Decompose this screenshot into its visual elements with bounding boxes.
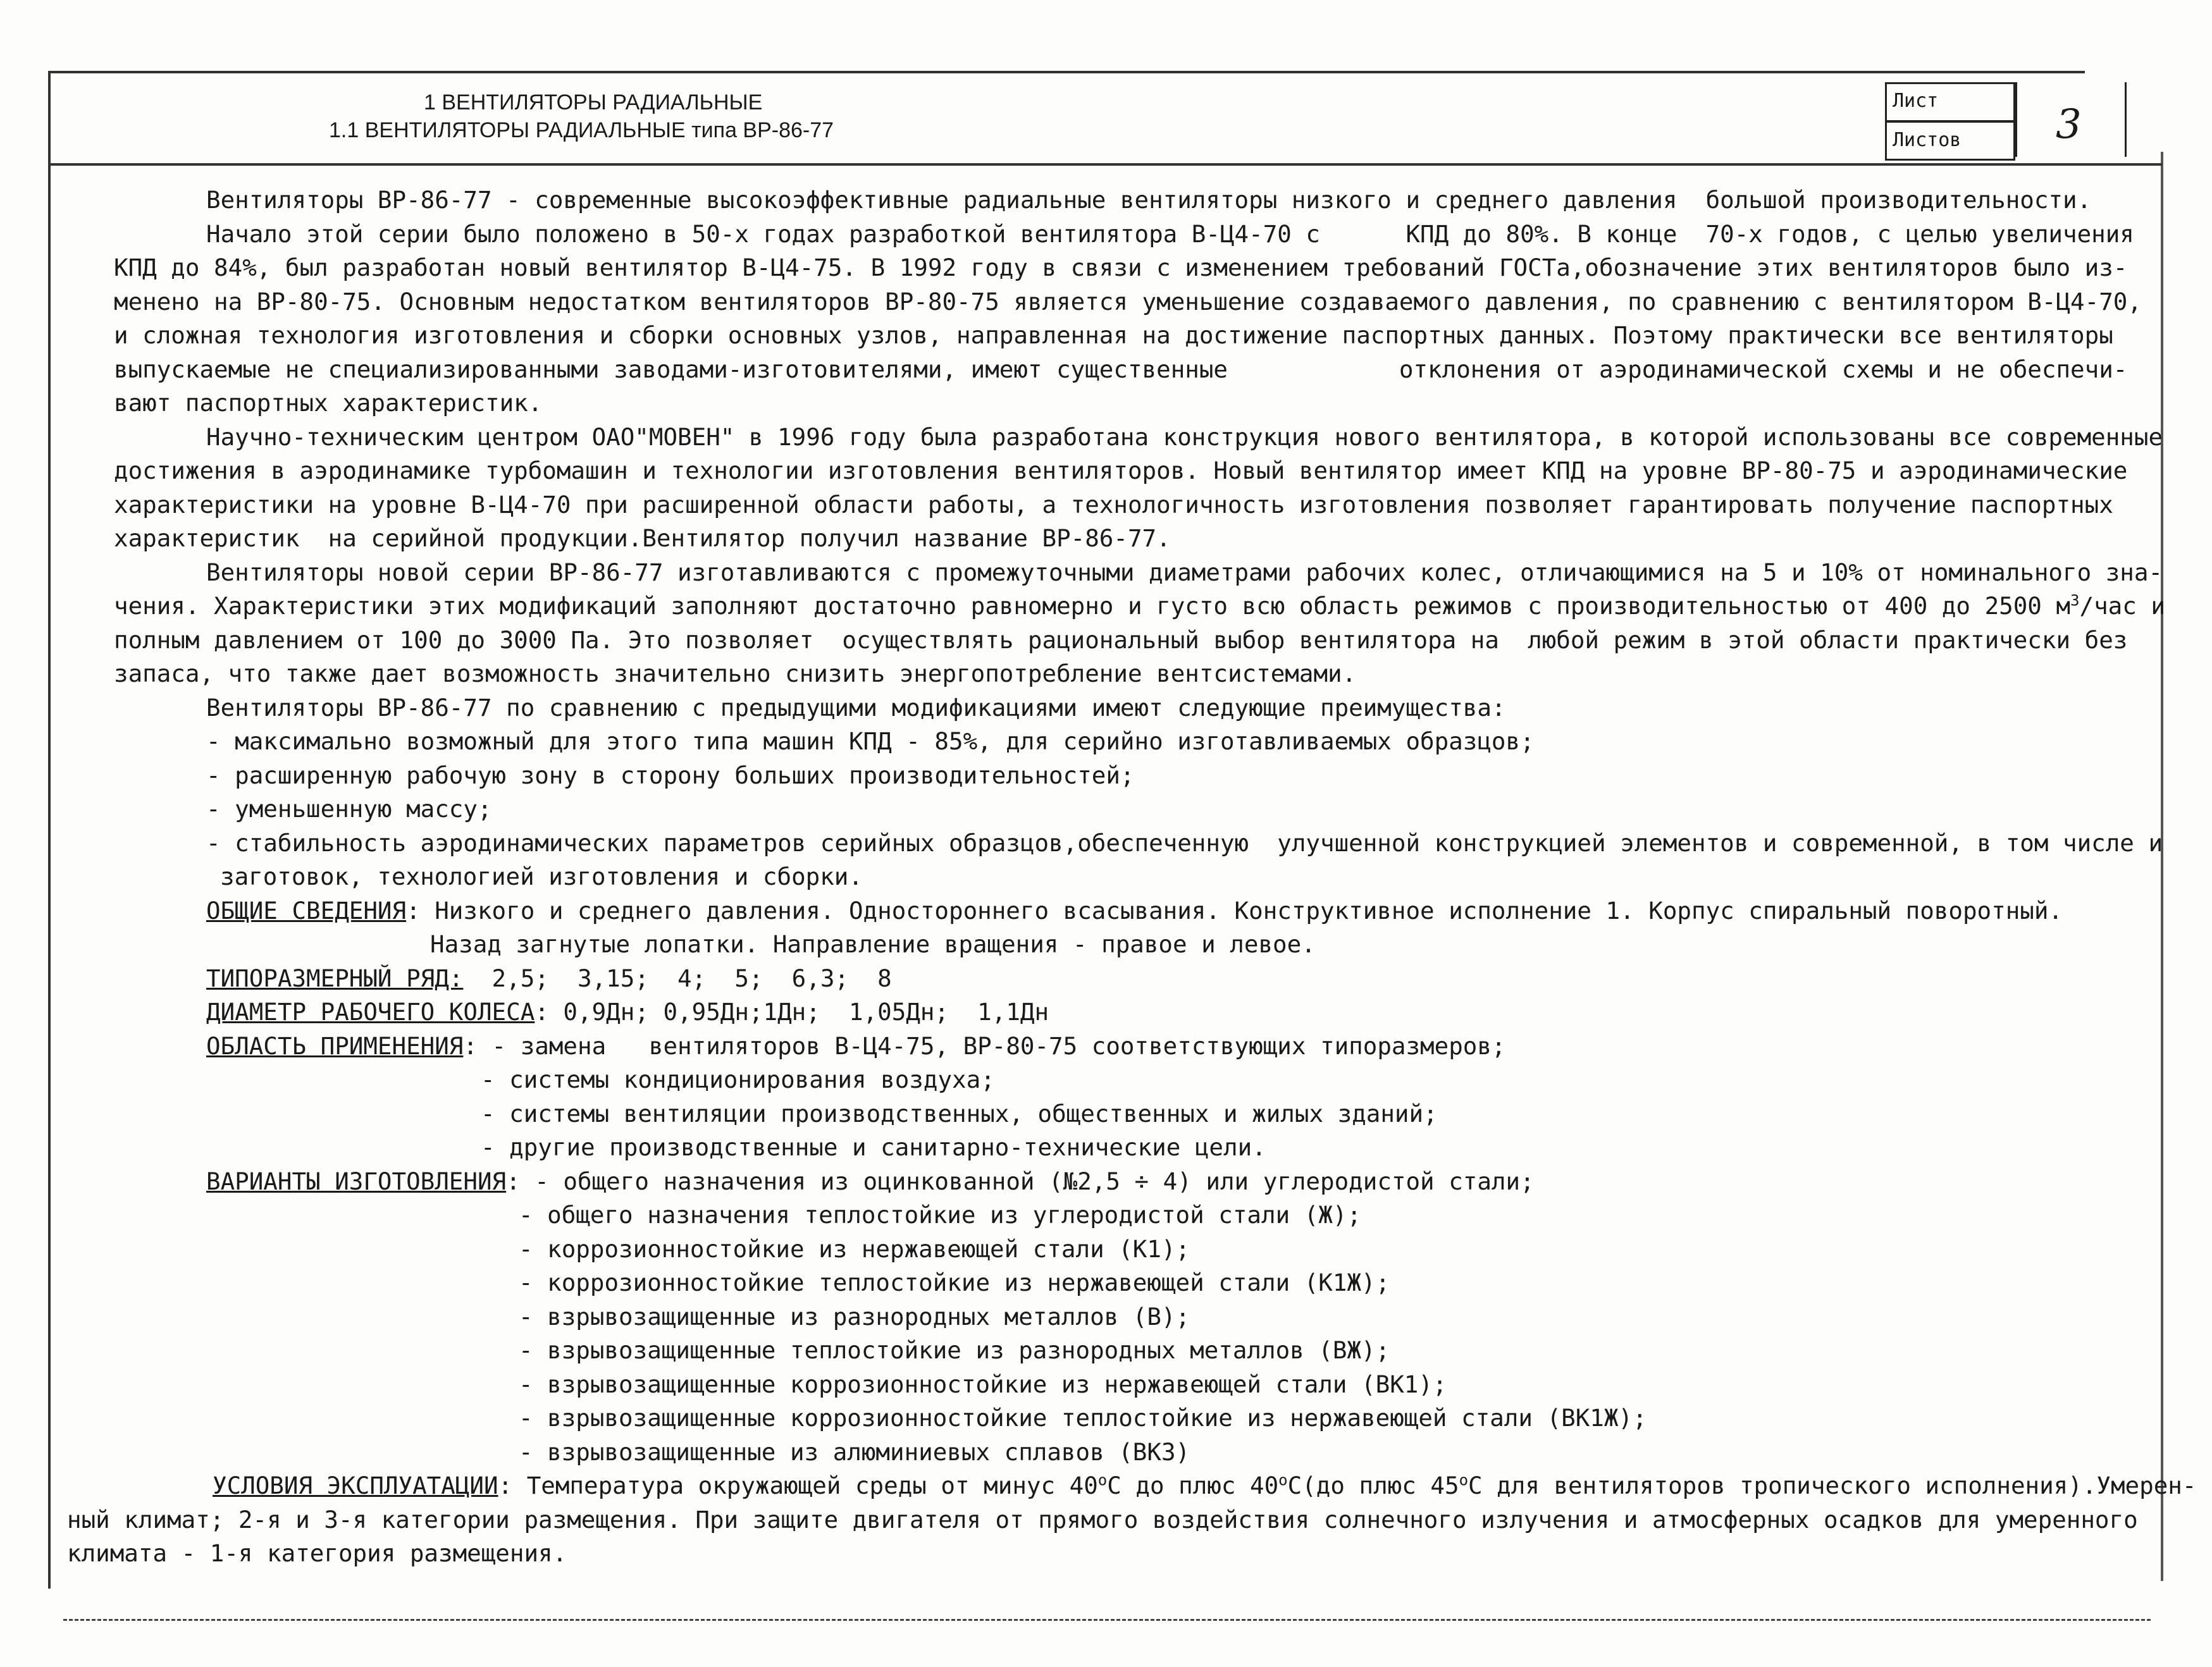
conditions-line: климата - 1-я категория размещения.	[67, 1539, 567, 1567]
text-fragment: С для вентиляторов тропического исполнения).Умерен-	[1468, 1472, 2197, 1499]
general-info-label: ОБЩИЕ СВЕДЕНИЯ	[206, 896, 407, 925]
document-header	[329, 89, 834, 144]
advantage-item: - стабильность аэродинамических параметров серийных образцов,обеспеченную улучшенной конструкцией элементов и современной, в том числе и	[206, 828, 2163, 857]
text-fragment: чения. Характеристики этих модификаций заполняют достаточно равномерно и густо всю область режимов с производительностью от 400 до 2500 м	[114, 592, 2071, 620]
paragraph-line: выпускаемые не специализированными заводами-изготовителями, имеют существенные отклонения от аэродинамической схемы и не обеспечи-	[114, 355, 2128, 383]
sheet-number: 3	[2056, 101, 2082, 148]
paragraph-line: Научно-техническим центром ОАО"МОВЕН" в 1996 году была разработана конструкция нового вентилятора, в которой использованы все современные	[206, 422, 2163, 451]
application-item: - системы вентиляции производственных, общественных и жилых зданий;	[481, 1099, 1438, 1128]
variants-line	[114, 1165, 2119, 1199]
advantage-continuation: заготовок, технологией изготовления и сборки.	[220, 863, 863, 890]
diameter-value: : 0,9Дн; 0,95Дн;1Дн; 1,05Дн; 1,1Дн	[534, 998, 1049, 1026]
superscript: о	[1278, 1471, 1288, 1489]
application-item: - другие производственные и санитарно-технические цели.	[481, 1133, 1266, 1161]
advantage-item: - расширенную рабочую зону в сторону больших производительностей;	[206, 761, 1135, 789]
sheet-label: Лист	[1893, 90, 1939, 112]
variant-item: - взрывозащищенные из алюминиевых сплавов (ВК3)	[519, 1437, 1190, 1466]
sizes-label: ТИПОРАЗМЕРНЫЙ РЯД:	[206, 964, 464, 992]
paragraph-line: и сложная технология изготовления и сборки основных узлов, направленная на достижение паспортных данных. Поэтому практически все вентиляторы	[114, 321, 2113, 349]
frame-left-border	[48, 71, 51, 1589]
text-fragment: : Температура окружающей среды от минус 40	[498, 1472, 1098, 1499]
general-info-text: : Низкого и среднего давления. Одностороннего всасывания. Конструктивное исполнение 1. Корпус спиральный поворотный.	[406, 896, 2063, 925]
paragraph-line: менено на ВР-80-75. Основным недостатком вентиляторов ВР-80-75 является уменьшение создаваемого давления, по сравнению с вентилятором В-Ц4-70,	[114, 287, 2142, 316]
paragraph-line: характеристики на уровне В-Ц4-70 при расширенной области работы, а технологичность изготовления позволяет гарантировать получение паспортных	[114, 490, 2113, 519]
variant-item: - общего назначения теплостойкие из углеродистой стали (Ж);	[519, 1201, 1362, 1229]
advantage-item: - уменьшенную массу;	[206, 795, 492, 823]
paragraph-line: достижения в аэродинамике турбомашин и технологии изготовления вентиляторов. Новый вентилятор имеет КПД на уровне ВР-80-75 и аэродинамические	[114, 457, 2128, 484]
text-fragment: /час и	[2079, 592, 2165, 620]
sizes-value: 2,5; 3,15; 4; 5; 6,3; 8	[463, 964, 892, 992]
paragraph-line: Вентиляторы новой серии ВР-86-77 изготавливаются с промежуточными диаметрами рабочих колес, отличающимися на 5 и 10% от номинального зна-	[206, 558, 2163, 586]
application-label: ОБЛАСТЬ ПРИМЕНЕНИЯ	[206, 1031, 464, 1060]
general-info-line	[114, 894, 2119, 928]
paragraph-line: Вентиляторы ВР-86-77 - современные высокоэффективные радиальные вентиляторы низкого и среднего давления большой производительности.	[206, 186, 2092, 214]
text-fragment: С(до плюс 45	[1287, 1472, 1459, 1499]
section-title: 1 ВЕНТИЛЯТОРЫ РАДИАЛЬНЫЕ	[424, 90, 763, 114]
variant-item: - коррозионностойкие из нержавеющей стали (К1);	[519, 1234, 1190, 1263]
paragraph-line: вают паспортных характеристик.	[114, 389, 543, 417]
variant-item: - взрывозащищенные из разнородных металлов (В);	[519, 1302, 1190, 1331]
paragraph-line: полным давлением от 100 до 3000 Па. Это позволяет осуществлять рациональный выбор вентилятора на любой режим в этой области практически без	[114, 625, 2128, 654]
frame-top-border	[48, 71, 2085, 73]
paragraph-line: Начало этой серии было положено в 50-х годах разработкой вентилятора В-Ц4-70 с КПД до 80%. В конце 70-х годов, с целью увеличения	[206, 219, 2134, 248]
header-divider	[48, 163, 2162, 166]
sheets-label: Листов	[1893, 129, 1962, 151]
variant-item: - взрывозащищенные теплостойкие из разнородных металлов (ВЖ);	[519, 1336, 1390, 1364]
diameter-line	[114, 995, 2119, 1030]
variant-item: - взрывозащищенные коррозионностойкие из нержавеющей стали (ВК1);	[519, 1370, 1447, 1398]
superscript: 3	[2070, 591, 2080, 610]
application-item: : - замена вентиляторов В-Ц4-75, ВР-80-75 соответствующих типоразмеров;	[463, 1031, 1506, 1060]
paragraph-line: КПД до 84%, был разработан новый вентилятор В-Ц4-75. В 1992 году в связи с изменением требований ГОСТа,обозначение этих вентиляторов было из-	[114, 254, 2128, 281]
paragraph-line: характеристик на серийной продукции.Вентилятор получил название ВР-86-77.	[114, 524, 1171, 552]
conditions-label: УСЛОВИЯ ЭКСПЛУАТАЦИИ	[213, 1472, 498, 1499]
superscript: о	[1459, 1471, 1469, 1489]
variant-item: - взрывозащищенные коррозионностойкие теплостойкие из нержавеющей стали (ВК1Ж);	[519, 1404, 1647, 1432]
sheet-stamp	[1885, 82, 2125, 164]
conditions-line: ный климат; 2-я и 3-я категории размещения. При защите двигателя от прямого воздействия солнечного излучения и атмосферных осадков для умеренного	[67, 1505, 2138, 1534]
frame-right-border	[2161, 152, 2163, 1581]
application-item: - системы кондиционирования воздуха;	[481, 1066, 995, 1093]
bottom-dashed-rule	[63, 1619, 2151, 1621]
variant-item: : - общего назначения из оцинкованной (№2,5 ÷ 4) или углеродистой стали;	[506, 1167, 1535, 1195]
text-fragment: С до плюс 40	[1107, 1472, 1279, 1499]
variants-label: ВАРИАНТЫ ИЗГОТОВЛЕНИЯ	[206, 1167, 507, 1195]
subsection-title: 1.1 ВЕНТИЛЯТОРЫ РАДИАЛЬНЫЕ типа ВР-86-77	[329, 118, 834, 142]
variant-item: - коррозионностойкие теплостойкие из нержавеющей стали (К1Ж);	[519, 1269, 1390, 1296]
advantages-intro: Вентиляторы ВР-86-77 по сравнению с предыдущими модификациями имеют следующие преимущества:	[206, 693, 1506, 722]
application-line	[114, 1030, 2119, 1064]
advantage-item: - максимально возможный для этого типа машин КПД - 85%, для серийно изготавливаемых образцов;	[206, 727, 1535, 755]
general-info-line: Назад загнутые лопатки. Направление вращения - правое и левое.	[430, 930, 1316, 958]
document-body	[67, 183, 2197, 1571]
paragraph-line: запаса, что также дает возможность значительно снизить энергопотребление вентсистемами.	[114, 660, 1357, 687]
sizes-line	[114, 962, 2119, 996]
diameter-label: ДИАМЕТР РАБОЧЕГО КОЛЕСА	[206, 998, 535, 1026]
paragraph-line	[114, 589, 2165, 624]
conditions-line	[114, 1469, 2197, 1503]
superscript: о	[1097, 1471, 1108, 1489]
